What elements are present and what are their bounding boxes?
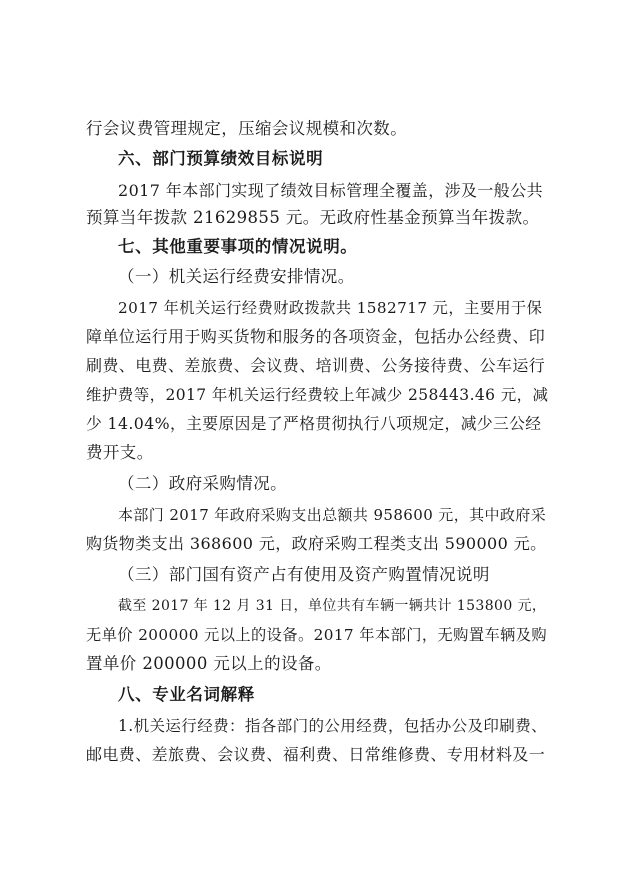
section-6-heading: 六、部门预算绩效目标说明	[118, 149, 324, 168]
section-8-heading: 八、专业名词解释	[118, 685, 255, 704]
section-7-sub-1-line-2: 障单位运行用于购买货物和服务的各项资金，包括办公经费、印	[86, 327, 546, 346]
section-7-sub-2-line-2: 购货物类支出 368600 元，政府采购工程类支出 590000 元。	[86, 534, 547, 553]
section-7-sub-3-line-3: 置单价 200000 元以上的设备。	[86, 654, 332, 673]
section-7-heading: 七、其他重要事项的情况说明。	[118, 237, 358, 256]
section-7-sub-3-line-1: 截至 2017 年 12 月 31 日，单位共有车辆一辆共计 153800 元，	[118, 598, 547, 614]
section-7-sub-1-line-6: 费开支。	[86, 443, 154, 462]
section-6-line-1: 2017 年本部门实现了绩效目标管理全覆盖，涉及一般公共	[118, 181, 544, 200]
section-7-sub-1-line-3: 刷费、电费、差旅费、会议费、培训费、公务接待费、公车运行	[86, 356, 546, 375]
section-7-sub-3-title: （三）部门国有资产占有使用及资产购置情况说明	[118, 565, 490, 584]
section-7-sub-1-line-1: 2017 年机关运行经费财政拨款共 1582717 元，主要用于保	[118, 299, 543, 317]
section-7-sub-1-line-5: 少 14.04%，主要原因是了严格贯彻执行八项规定，减少三公经	[86, 414, 542, 433]
section-8-line-1: 1.机关运行经费：指各部门的公用经费，包括办公及印刷费、	[118, 717, 547, 735]
section-7-sub-1-line-4: 维护费等，2017 年机关运行经费较上年减少 258443.46 元，减	[86, 386, 549, 404]
section-6-line-2: 预算当年拨款 21629855 元。无政府性基金预算当年拨款。	[86, 208, 540, 227]
section-7-sub-2-line-1: 本部门 2017 年政府采购支出总额共 958600 元，其中政府采	[118, 506, 547, 524]
section-7-sub-3-line-2: 无单价 200000 元以上的设备。2017 年本部门，无购置车辆及购	[86, 626, 548, 644]
section-7-sub-1-title: （一）机关运行经费安排情况。	[118, 267, 355, 286]
section-7-sub-2-title: （二）政府采购情况。	[118, 474, 287, 493]
continuation-line: 行会议费管理规定，压缩会议规模和次数。	[86, 119, 408, 138]
section-8-line-2: 邮电费、差旅费、会议费、福利费、日常维修费、专用材料及一	[86, 745, 546, 764]
